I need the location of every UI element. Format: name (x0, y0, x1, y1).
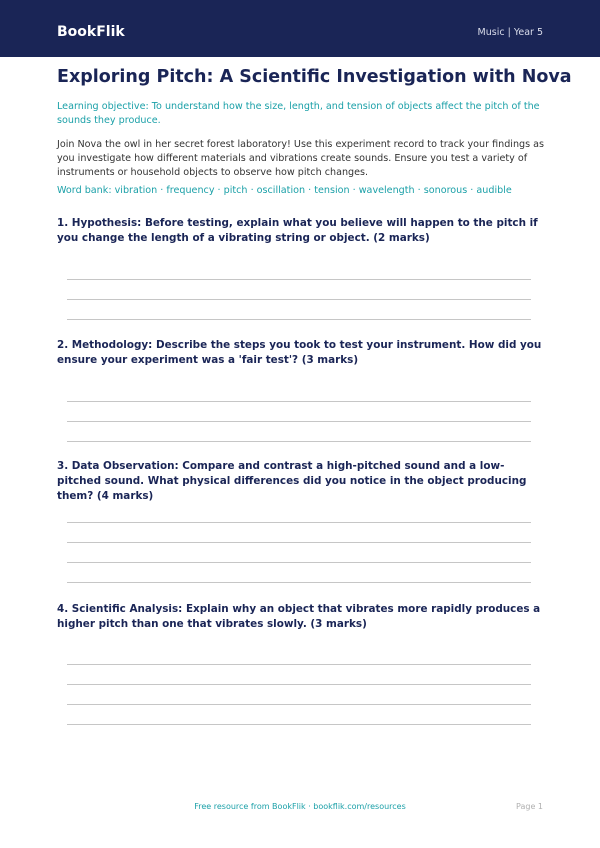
worksheet-title: Exploring Pitch: A Scientific Investigation with Nova (57, 67, 572, 87)
answer-line[interactable] (67, 441, 531, 442)
answer-line[interactable] (67, 279, 531, 280)
footer-credit[interactable]: Free resource from BookFlik · bookflik.com/resources (194, 802, 406, 811)
word-bank: Word bank: vibration · frequency · pitch · oscillation · tension · wavelength · sonorous · audible (57, 185, 512, 196)
answer-line[interactable] (67, 684, 531, 685)
brand-logo-text[interactable]: BookFlik (57, 24, 125, 40)
answer-line[interactable] (67, 562, 531, 563)
answer-line[interactable] (67, 319, 531, 320)
answer-line[interactable] (67, 401, 531, 402)
answer-line[interactable] (67, 704, 531, 705)
subject-year-label: Music | Year 5 (477, 27, 543, 38)
answer-line[interactable] (67, 582, 531, 583)
question-4: 4. Scientific Analysis: Explain why an object that vibrates more rapidly produces a higher pitch than one that vibrates slowly. (3 marks) (57, 603, 541, 630)
page-number: Page 1 (516, 802, 543, 811)
answer-line[interactable] (67, 724, 531, 725)
intro-paragraph: Join Nova the owl in her secret forest laboratory! Use this experiment record to track your findings as you investigate how different materials and vibrations create sounds. Ensure you test a variety of instruments or household objects to observe how pitch changes. (57, 139, 545, 178)
answer-line[interactable] (67, 664, 531, 665)
answer-line[interactable] (67, 299, 531, 300)
learning-objective: Learning objective: To understand how the size, length, and tension of objects affect the pitch of the sounds they produce. (57, 101, 540, 126)
question-3: 3. Data Observation: Compare and contrast a high-pitched sound and a low-pitched sound. What physical differences did you notice in the object producing them? (4 marks) (57, 460, 527, 502)
header-bar (0, 0, 600, 57)
question-1: 1. Hypothesis: Before testing, explain what you believe will happen to the pitch if you change the length of a vibrating string or object. (2 marks) (57, 217, 538, 244)
question-2: 2. Methodology: Describe the steps you took to test your instrument. How did you ensure your experiment was a 'fair test'? (3 marks) (57, 339, 542, 366)
answer-line[interactable] (67, 421, 531, 422)
answer-line[interactable] (67, 542, 531, 543)
answer-line[interactable] (67, 522, 531, 523)
